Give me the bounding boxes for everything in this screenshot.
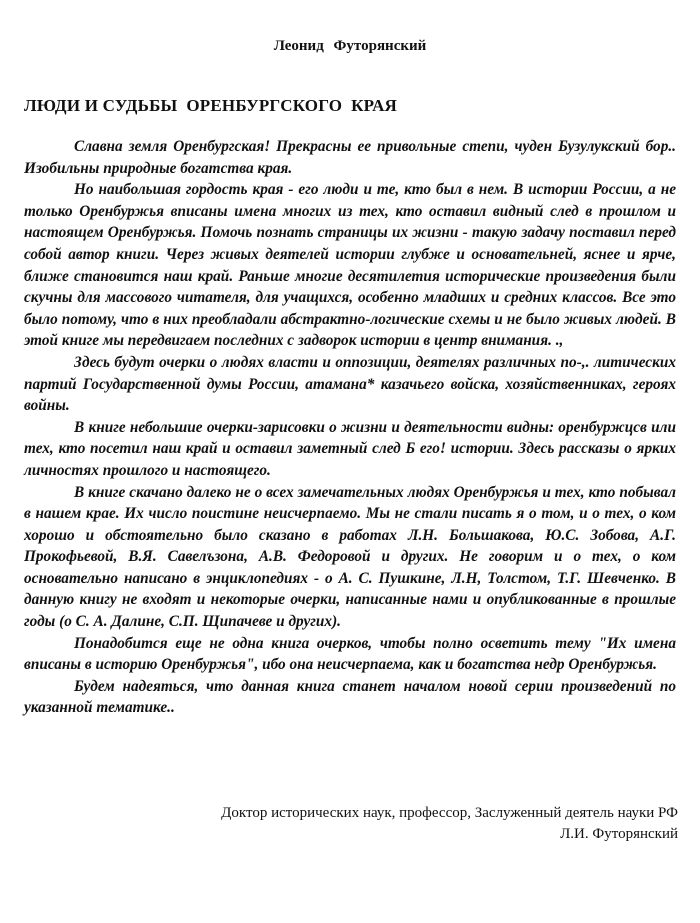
author-name: Леонид Футорянский [273,38,427,54]
body-text [24,136,676,719]
document-title: ЛЮДИ И СУДЬБЫ ОРЕНБУРГСКОГО КРАЯ [24,96,398,115]
paragraph: Будем надеяться, что данная книга станет началом новой серии произведений по указанной тематике.. [24,677,676,717]
paragraph: В книге скачано далеко не о всех замечательных людях Оренбуржья и тех, кто побывал в нашем крае. Их число поистине неисчерпаемо. Мы не стали писать я о том, и о тех, о ком хорошо и обстоятельно было сказано в работах Л.Н. Большакова, Ю.С. Зобова, А.Г. Прокофьевой, В.Я. Савелъзона, А.В. Федоровой и других. Не говорим и о тех, о ком основательно написано в энциклопедиях - о А. С. Пушкине, Л.Н, Толстом, Т.Г. Шевченко. В данную книгу не входят и некоторые очерки, написанные нами и опубликованные в прошлые годы (о С. А. Далине, С.П. Щипачеве и других). [24,483,676,631]
paragraph: Понадобится еще не одна книга очерков, чтобы полно осветить тему "Их имена вписаны в историю Оренбуржья", ибо она неисчерпаема, как и богатства недр Оренбуржья. [24,634,676,674]
signature-credentials: Доктор исторических наук, профессор, Заслуженный деятель науки РФ [221,805,678,821]
paragraph: В книге небольшие очерки-зарисовки о жизни и деятельности видны: оренбуржцсв или тех, кто посетил наш край и оставил заметный след Б его! истории. Здесь рассказы о ярких личностях прошлого и настоящего. [24,418,676,479]
paragraph: Здесь будут очерки о людях власти и оппозиции, деятелях различных по-,. литических партий Государственной думы России, атамана* казачьего войска, хозяйственниках, героях войны. [24,353,676,415]
signature-name: Л.И. Футорянский [560,826,678,842]
paragraph: Но наибольшая гордость края - его люди и те, кто был в нем. В истории России, а не только Оренбуржья вписаны имена многих из тех, кто оставил видный след в прошлом и настоящем Оренбуржья. Помочь познать страницы их жизни - такую задачу поставил перед собой автор книги. Через живых деятелей истории глубже и основательней, яснее и ярче, ближе становится наш край. Раньше многие десятилетия исторические произведения были скучны для массового читателя, для учащихся, особенно младших и средних классов. Все это было потому, что в них преобладали абстрактно-логические схемы и не было живых людей. В этой книге мы передвигаем последних с задворок истории в центр внимания. ., [24,181,676,350]
signature-block [221,803,678,845]
paragraph: Славна земля Оренбургская! Прекрасны ее привольные степи, чуден Бузулукский бор.. Изобильны природные богатства края. [24,138,676,177]
